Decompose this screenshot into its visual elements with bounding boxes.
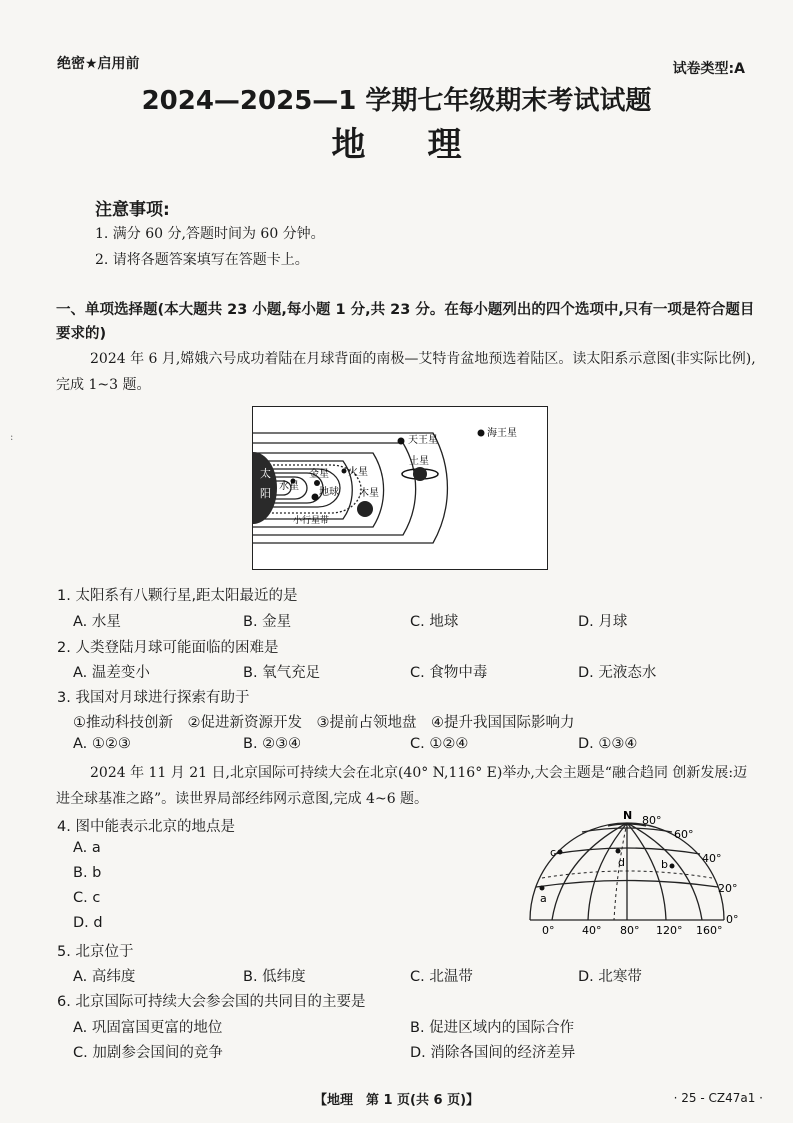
question-4-stem: 4. 图中能表示北京的地点是 (57, 819, 235, 835)
point-c-label: c (550, 846, 557, 859)
point-b-label: b (661, 858, 668, 871)
q4-option-a: A. a (73, 840, 101, 856)
point-c-icon (558, 850, 563, 855)
question-6-stem: 6. 北京国际可持续大会参会国的共同目的主要是 (57, 994, 366, 1010)
q5-option-d: D. 北寒带 (578, 969, 642, 985)
q3-option-b: B. ②③④ (243, 736, 302, 752)
q6-option-a: A. 巩固富国更富的地位 (73, 1020, 223, 1036)
question-2-stem: 2. 人类登陆月球可能面临的困难是 (57, 640, 279, 656)
saturn-icon (413, 467, 427, 481)
mars-label: 火星 (348, 467, 368, 478)
q5-option-c: C. 北温带 (410, 969, 473, 985)
lat-label-80: 80° (642, 814, 662, 827)
q5-option-a: A. 高纬度 (73, 969, 136, 985)
subject-title: 地理 (331, 125, 524, 165)
question-3-stem: 3. 我国对月球进行探索有助于 (57, 690, 250, 706)
mercury-label: 水星 (279, 481, 299, 492)
lat-label-60: 60° (674, 828, 694, 841)
q1-option-b: B. 金星 (243, 614, 292, 630)
question-5-stem: 5. 北京位于 (57, 944, 134, 960)
lon-label-80: 80° (620, 924, 640, 937)
q1-option-d: D. 月球 (578, 614, 628, 630)
lat-label-0: 0° (726, 913, 739, 926)
solar-system-figure (252, 406, 548, 570)
q2-option-a: A. 温差变小 (73, 665, 150, 681)
neptune-icon (478, 430, 485, 437)
q6-option-c: C. 加剧参会国间的竞争 (73, 1045, 223, 1061)
point-d-icon (616, 849, 621, 854)
q2-option-c: C. 食物中毒 (410, 665, 488, 681)
notice-item-1: 1. 满分 60 分,答题时间为 60 分钟。 (95, 226, 325, 242)
paper-code: · 25 - CZ47a1 · (673, 1091, 763, 1105)
section-heading: 一、单项选择题(本大题共 23 小题,每小题 1 分,共 23 分。在每小题列出的四个选项中,只有一项是符合题目要求的) (56, 302, 755, 342)
point-b-icon (670, 864, 675, 869)
q6-option-b: B. 促进区域内的国际合作 (410, 1020, 575, 1036)
jupiter-label: 木星 (359, 488, 379, 499)
page-footer: 【地理 第 1 页(共 6 页)】 (313, 1093, 480, 1108)
lon-label-120: 120° (656, 924, 683, 937)
graticule-figure (522, 808, 744, 938)
intro-paragraph-1: 2024 年 6 月,嫦娥六号成功着陆在月球背面的南极—艾特肯盆地预选着陆区。读太阳系示意图(非实际比例),完成 1~3 题。 (56, 351, 756, 393)
q3-choices: ①推动科技创新 ②促进新资源开发 ③提前占领地盘 ④提升我国国际影响力 (73, 715, 575, 731)
jupiter-icon (357, 501, 373, 517)
q4-option-c: C. c (73, 890, 101, 906)
exam-title: 2024—2025—1 学期七年级期末考试试题 (141, 86, 652, 116)
point-a-label: a (540, 892, 547, 905)
lon-label-40: 40° (582, 924, 602, 937)
question-1-stem: 1. 太阳系有八颗行星,距太阳最近的是 (57, 588, 298, 604)
saturn-label: 土星 (409, 456, 429, 467)
venus-icon (314, 480, 320, 486)
q3-option-a: A. ①②③ (73, 736, 131, 752)
graticule-diagram (522, 808, 744, 938)
lat-label-40: 40° (702, 852, 722, 865)
secret-mark: 绝密★启用前 (57, 56, 140, 72)
q4-option-d: D. d (73, 915, 103, 931)
q3-option-d: D. ①③④ (578, 736, 638, 752)
sun-label-2: 阳 (260, 487, 271, 500)
earth-icon (312, 494, 319, 501)
q5-option-b: B. 低纬度 (243, 969, 306, 985)
lat-label-20: 20° (718, 882, 738, 895)
uranus-icon (398, 438, 405, 445)
notice-item-2: 2. 请将各题答案填写在答题卡上。 (95, 252, 309, 268)
asteroid-belt-label: 小行星带 (293, 516, 330, 526)
q1-option-a: A. 水星 (73, 614, 121, 630)
q2-option-b: B. 氧气充足 (243, 665, 321, 681)
margin-dots: : (10, 432, 14, 443)
q3-option-c: C. ①②④ (410, 736, 469, 752)
notice-title: 注意事项: (95, 200, 170, 220)
uranus-label: 天王星 (408, 435, 438, 446)
sun-label-1: 太 (260, 467, 271, 480)
point-a-icon (540, 886, 545, 891)
earth-label: 地球 (319, 487, 339, 498)
north-label: N (623, 809, 633, 822)
lon-label-160: 160° (696, 924, 723, 937)
q1-option-c: C. 地球 (410, 614, 459, 630)
neptune-label: 海王星 (487, 428, 517, 439)
venus-label: 金星 (309, 469, 329, 480)
intro-paragraph-2: 2024 年 11 月 21 日,北京国际可持续大会在北京(40° N,116° E)举办,大会主题是“融合趋同 创新发展:迈进全球基准之路”。读世界局部经纬网示意图,完成 4~6 题。 (56, 765, 748, 807)
solar-system-diagram (253, 407, 547, 569)
mars-icon (342, 469, 347, 474)
paper-type: 试卷类型:A (672, 61, 745, 77)
q4-option-b: B. b (73, 865, 102, 881)
point-d-label: d (618, 856, 625, 869)
q6-option-d: D. 消除各国间的经济差异 (410, 1045, 576, 1061)
lon-label-0: 0° (542, 924, 555, 937)
q2-option-d: D. 无液态水 (578, 665, 657, 681)
